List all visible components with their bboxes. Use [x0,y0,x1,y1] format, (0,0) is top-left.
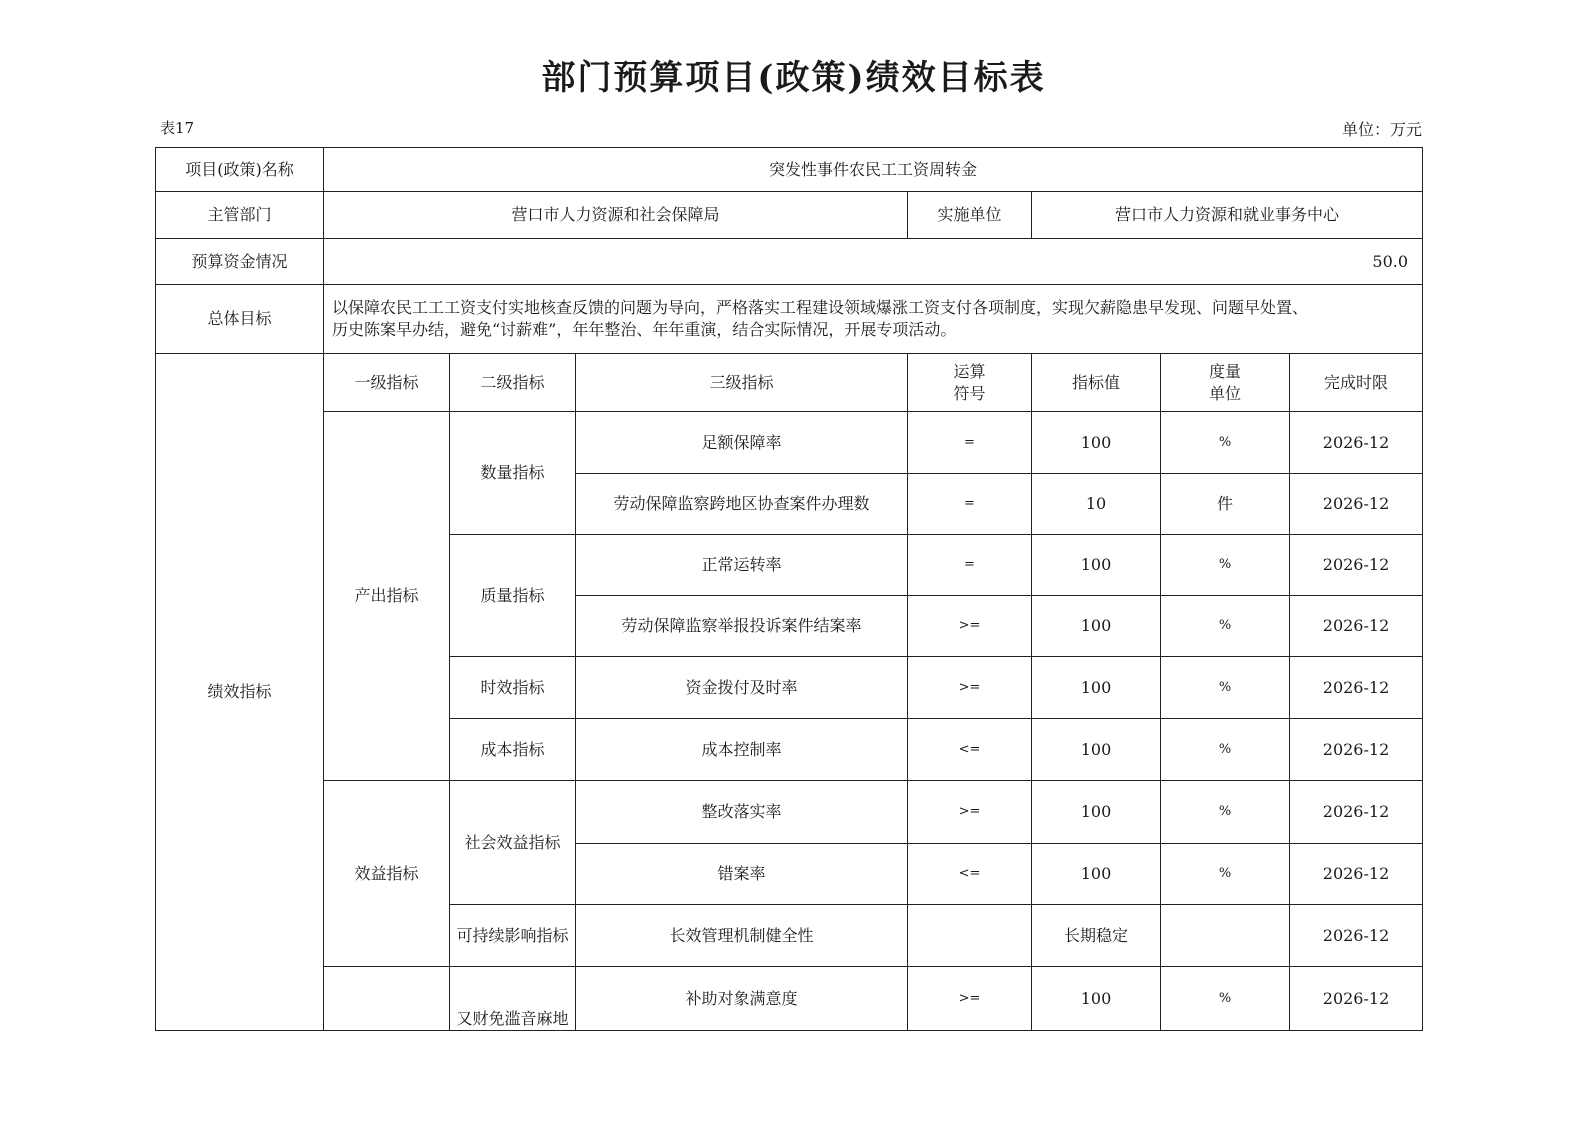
indicator-deadline: 2026-12 [1290,535,1423,596]
indicator-name: 劳动保障监察举报投诉案件结案率 [576,596,908,657]
cost-group-label: 成本指标 [450,719,576,781]
indicator-deadline: 2026-12 [1290,474,1423,535]
performance-label: 绩效指标 [156,354,324,1031]
performance-table [155,147,1423,1031]
indicator-operator: = [908,535,1032,596]
indicator-operator [908,905,1032,967]
header-row [156,354,1423,412]
indicator-operator: >= [908,596,1032,657]
department-row [156,192,1423,239]
indicator-deadline: 2026-12 [1290,844,1423,905]
indicator-name: 成本控制率 [576,719,908,781]
indicator-deadline: 2026-12 [1290,967,1423,1031]
indicator-value: 100 [1032,781,1161,844]
department-value: 营口市人力资源和社会保障局 [324,192,908,239]
indicator-value: 10 [1032,474,1161,535]
header-level3: 三级指标 [576,354,908,412]
output-group-label: 产出指标 [324,412,450,781]
project-name-row [156,148,1423,192]
quantity-group-label: 数量指标 [450,412,576,535]
indicator-operator: = [908,474,1032,535]
header-level2: 二级指标 [450,354,576,412]
implementer-value: 营口市人力资源和就业事务中心 [1032,192,1423,239]
indicator-name: 资金拨付及时率 [576,657,908,719]
header-unit: 度量 单位 [1161,354,1290,412]
table-row [156,412,1423,474]
goal-row [156,285,1423,354]
sustain-group-label: 可持续影响指标 [450,905,576,967]
header-level1: 一级指标 [324,354,450,412]
social-group-label: 社会效益指标 [450,781,576,905]
goal-text: 以保障农民工工工资支付实地核查反馈的问题为导向，严格落实工程建设领域爆涨工资支付各项制度，实现欠薪隐患早发现、问题早处置、 历史陈案早办结，避免“讨薪难”，年年整治、年年重演，结合实际情况，开展专项活动。 [324,285,1423,354]
project-name-value: 突发性事件农民工工资周转金 [324,148,1423,192]
header-value: 指标值 [1032,354,1161,412]
indicator-deadline: 2026-12 [1290,596,1423,657]
indicator-name: 劳动保障监察跨地区协查案件办理数 [576,474,908,535]
budget-label: 预算资金情况 [156,239,324,285]
benefit-group-label: 效益指标 [324,781,450,967]
cut-group-label: 又财免滥音麻地 [450,967,576,1031]
indicator-operator: = [908,412,1032,474]
indicator-unit: % [1161,967,1290,1031]
indicator-name: 足额保障率 [576,412,908,474]
indicator-unit: % [1161,844,1290,905]
table-row [156,967,1423,1031]
indicator-name: 补助对象满意度 [576,967,908,1031]
indicator-deadline: 2026-12 [1290,781,1423,844]
indicator-unit: % [1161,781,1290,844]
indicator-deadline: 2026-12 [1290,719,1423,781]
page-title: 部门预算项目(政策)绩效目标表 [541,58,1046,98]
quality-group-label: 质量指标 [450,535,576,657]
indicator-deadline: 2026-12 [1290,657,1423,719]
budget-row [156,239,1423,285]
indicator-unit: % [1161,535,1290,596]
budget-value: 50.0 [324,239,1423,285]
indicator-name: 长效管理机制健全性 [576,905,908,967]
indicator-unit: 件 [1161,474,1290,535]
project-name-label: 项目(政策)名称 [156,148,324,192]
timeliness-group-label: 时效指标 [450,657,576,719]
header-deadline: 完成时限 [1290,354,1423,412]
table-number: 表17 [160,119,195,137]
indicator-value: 100 [1032,535,1161,596]
department-label: 主管部门 [156,192,324,239]
indicator-deadline: 2026-12 [1290,412,1423,474]
goal-label: 总体目标 [156,285,324,354]
indicator-unit: % [1161,412,1290,474]
indicator-unit: % [1161,719,1290,781]
page-bottom-mask [0,1032,1587,1122]
indicator-operator: <= [908,719,1032,781]
indicator-value: 100 [1032,596,1161,657]
unit-label: 单位：万元 [1341,120,1422,139]
indicator-deadline: 2026-12 [1290,905,1423,967]
indicator-value: 100 [1032,412,1161,474]
indicator-value: 长期稳定 [1032,905,1161,967]
indicator-value: 100 [1032,657,1161,719]
header-operator: 运算 符号 [908,354,1032,412]
implementer-label: 实施单位 [908,192,1032,239]
indicator-operator: >= [908,967,1032,1031]
indicator-value: 100 [1032,844,1161,905]
indicator-unit: % [1161,596,1290,657]
indicator-unit: % [1161,657,1290,719]
indicator-operator: >= [908,657,1032,719]
indicator-operator: <= [908,844,1032,905]
table-row [156,781,1423,844]
indicator-name: 正常运转率 [576,535,908,596]
indicator-value: 100 [1032,719,1161,781]
indicator-unit [1161,905,1290,967]
indicator-name: 错案率 [576,844,908,905]
indicator-value: 100 [1032,967,1161,1031]
indicator-operator: >= [908,781,1032,844]
indicator-name: 整改落实率 [576,781,908,844]
